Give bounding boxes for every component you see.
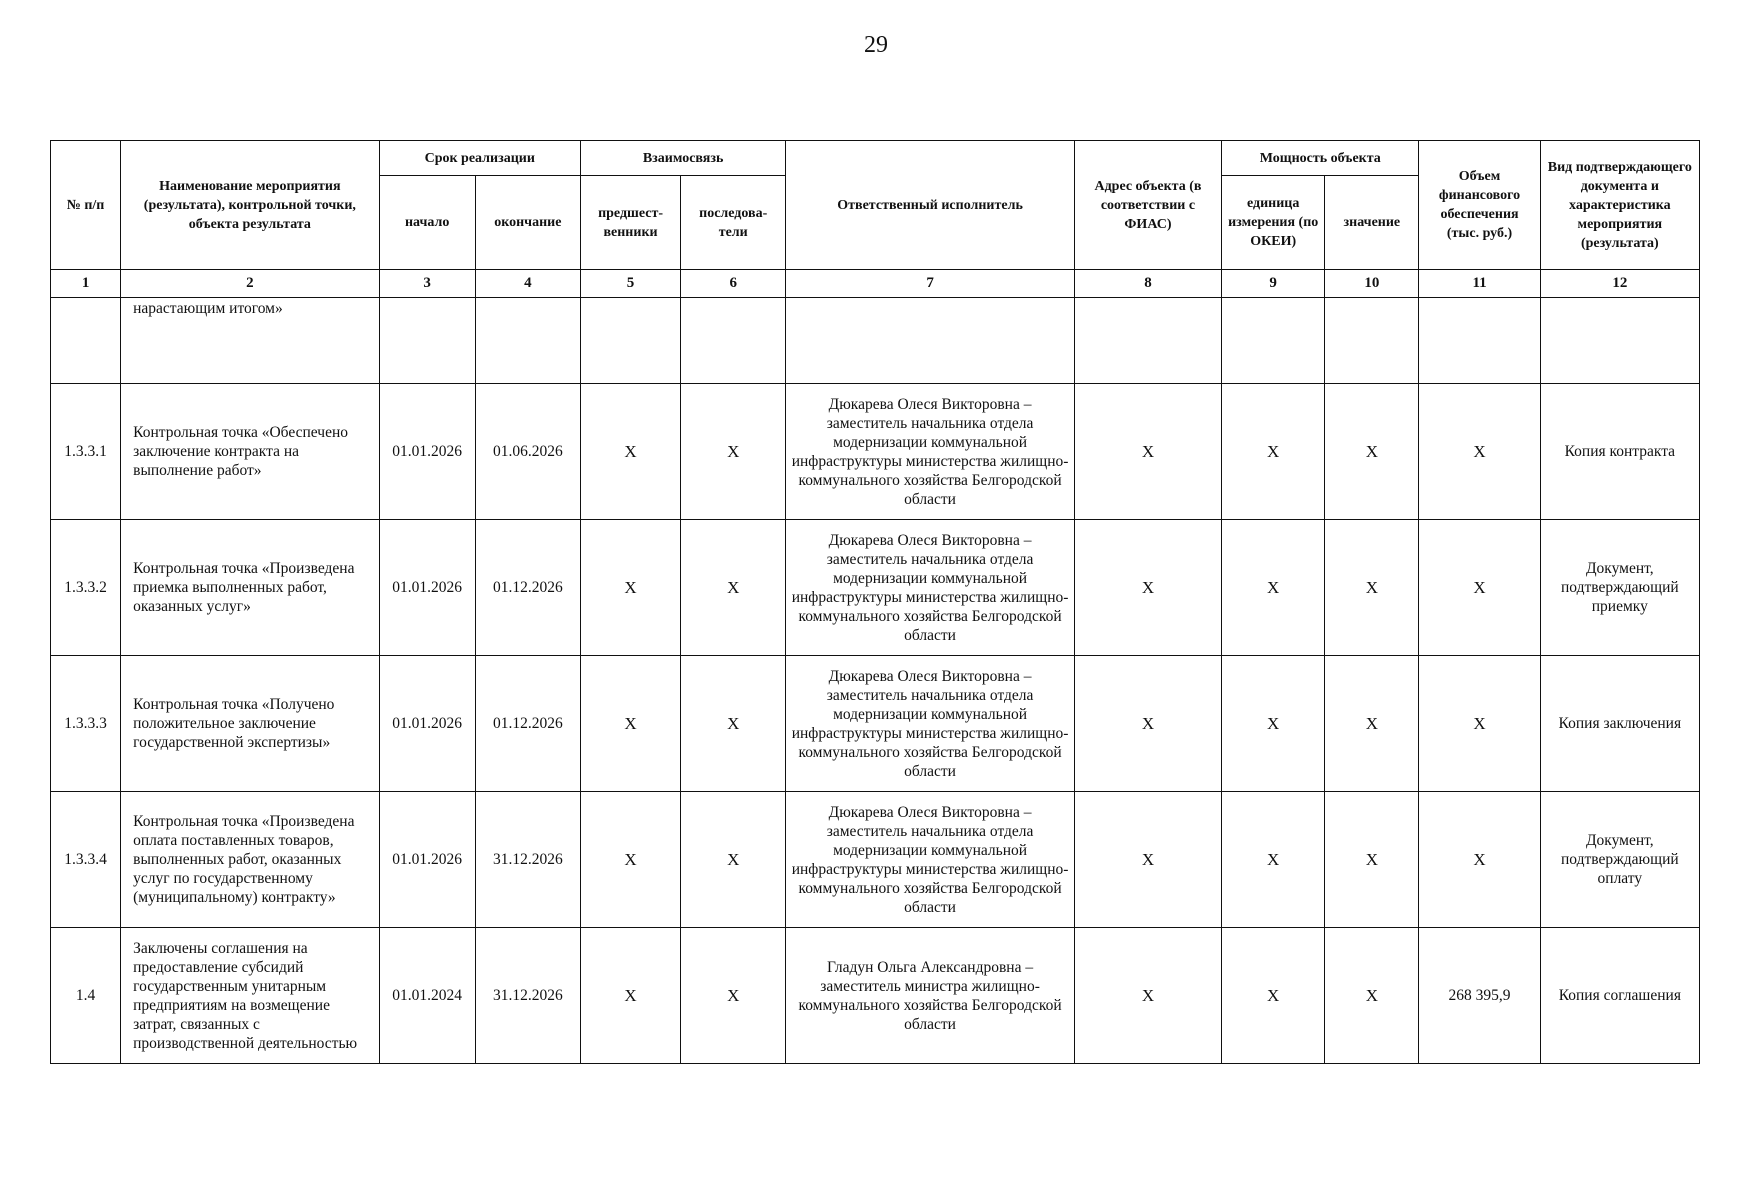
cell-end	[475, 298, 580, 384]
cell-doc	[1540, 298, 1699, 384]
header-end: окончание	[475, 176, 580, 270]
cell-end: 31.12.2026	[475, 928, 580, 1064]
table-row	[51, 384, 1700, 520]
header-address: Адрес объекта (в соответствии с ФИАС)	[1074, 141, 1221, 270]
cell-name: Заключены соглашения на предоставление субсидий государственным унитарным предприятиям на возмещение затрат, связанных с производственной деятельностью	[121, 928, 379, 1064]
cell-finance: X	[1419, 520, 1540, 656]
cell-address: X	[1074, 656, 1221, 792]
cell-doc: Копия заключения	[1540, 656, 1699, 792]
cell-value	[1325, 298, 1419, 384]
cell-predecessors: X	[580, 520, 680, 656]
cell-end: 31.12.2026	[475, 792, 580, 928]
cell-end: 01.06.2026	[475, 384, 580, 520]
column-number: 10	[1325, 270, 1419, 298]
cell-end: 01.12.2026	[475, 656, 580, 792]
cell-unit: X	[1222, 384, 1325, 520]
cell-successors	[681, 298, 786, 384]
cell-name: Контрольная точка «Произведена оплата поставленных товаров, выполненных работ, оказанных услуг по государственному (муниципальному) контракту»	[121, 792, 379, 928]
cell-finance: X	[1419, 656, 1540, 792]
cell-start: 01.01.2026	[379, 792, 475, 928]
header-value: значение	[1325, 176, 1419, 270]
cell-predecessors: X	[580, 792, 680, 928]
cell-address: X	[1074, 928, 1221, 1064]
cell-value: X	[1325, 792, 1419, 928]
cell-unit: X	[1222, 656, 1325, 792]
cell-name: нарастающим итогом»	[121, 298, 379, 384]
cell-doc: Документ, подтверждающий оплату	[1540, 792, 1699, 928]
cell-value: X	[1325, 656, 1419, 792]
header-successors: последова-тели	[681, 176, 786, 270]
cell-successors: X	[681, 520, 786, 656]
cell-start: 01.01.2026	[379, 384, 475, 520]
cell-value: X	[1325, 520, 1419, 656]
column-number: 11	[1419, 270, 1540, 298]
cell-value: X	[1325, 928, 1419, 1064]
cell-end: 01.12.2026	[475, 520, 580, 656]
cell-num: 1.3.3.3	[51, 656, 121, 792]
cell-executor: Дюкарева Олеся Викторовна – заместитель начальника отдела модернизации коммунальной инфраструктуры министерства жилищно-коммунального хозяйства Белгородской области	[786, 792, 1075, 928]
cell-num: 1.3.3.4	[51, 792, 121, 928]
cell-predecessors: X	[580, 656, 680, 792]
cell-unit: X	[1222, 928, 1325, 1064]
cell-predecessors	[580, 298, 680, 384]
cell-num: 1.3.3.2	[51, 520, 121, 656]
column-number: 6	[681, 270, 786, 298]
column-number: 1	[51, 270, 121, 298]
cell-successors: X	[681, 656, 786, 792]
column-number: 5	[580, 270, 680, 298]
cell-predecessors: X	[580, 384, 680, 520]
cell-value: X	[1325, 384, 1419, 520]
header-unit: единица измерения (по ОКЕИ)	[1222, 176, 1325, 270]
cell-address: X	[1074, 520, 1221, 656]
cell-start: 01.01.2026	[379, 656, 475, 792]
cell-finance: X	[1419, 384, 1540, 520]
cell-start	[379, 298, 475, 384]
cell-num: 1.3.3.1	[51, 384, 121, 520]
cell-name: Контрольная точка «Обеспечено заключение контракта на выполнение работ»	[121, 384, 379, 520]
cell-unit: X	[1222, 520, 1325, 656]
header-executor: Ответственный исполнитель	[786, 141, 1075, 270]
cell-finance: X	[1419, 792, 1540, 928]
cell-doc: Документ, подтверждающий приемку	[1540, 520, 1699, 656]
cell-successors: X	[681, 792, 786, 928]
cell-doc: Копия соглашения	[1540, 928, 1699, 1064]
cell-address: X	[1074, 384, 1221, 520]
column-number: 3	[379, 270, 475, 298]
header-num: № п/п	[51, 141, 121, 270]
cell-successors: X	[681, 384, 786, 520]
cell-address: X	[1074, 792, 1221, 928]
cell-unit	[1222, 298, 1325, 384]
header-capacity: Мощность объекта	[1222, 141, 1419, 176]
cell-unit: X	[1222, 792, 1325, 928]
table-row	[51, 928, 1700, 1064]
cell-executor: Гладун Ольга Александровна – заместитель министра жилищно-коммунального хозяйства Белгородской области	[786, 928, 1075, 1064]
cell-num	[51, 298, 121, 384]
header-doc-type: Вид подтверждающего документа и характеристика мероприятия (результата)	[1540, 141, 1699, 270]
cell-executor: Дюкарева Олеся Викторовна – заместитель начальника отдела модернизации коммунальной инфраструктуры министерства жилищно-коммунального хозяйства Белгородской области	[786, 520, 1075, 656]
cell-successors: X	[681, 928, 786, 1064]
cell-name: Контрольная точка «Произведена приемка выполненных работ, оказанных услуг»	[121, 520, 379, 656]
cell-executor: Дюкарева Олеся Викторовна – заместитель начальника отдела модернизации коммунальной инфраструктуры министерства жилищно-коммунального хозяйства Белгородской области	[786, 384, 1075, 520]
cell-start: 01.01.2026	[379, 520, 475, 656]
header-link: Взаимосвязь	[580, 141, 785, 176]
cell-name: Контрольная точка «Получено положительное заключение государственной экспертизы»	[121, 656, 379, 792]
column-number: 2	[121, 270, 379, 298]
column-number: 8	[1074, 270, 1221, 298]
column-number: 12	[1540, 270, 1699, 298]
column-number: 7	[786, 270, 1075, 298]
column-number-row	[51, 270, 1700, 298]
header-period: Срок реализации	[379, 141, 580, 176]
table-row-continuation	[51, 298, 1700, 384]
cell-finance: 268 395,9	[1419, 928, 1540, 1064]
header-start: начало	[379, 176, 475, 270]
cell-executor	[786, 298, 1075, 384]
table-row	[51, 792, 1700, 928]
cell-start: 01.01.2024	[379, 928, 475, 1064]
header-finance: Объем финансового обеспечения (тыс. руб.)	[1419, 141, 1540, 270]
page-number: 29	[864, 32, 888, 58]
cell-executor: Дюкарева Олеся Викторовна – заместитель начальника отдела модернизации коммунальной инфраструктуры министерства жилищно-коммунального хозяйства Белгородской области	[786, 656, 1075, 792]
cell-address	[1074, 298, 1221, 384]
table-row	[51, 656, 1700, 792]
column-number: 9	[1222, 270, 1325, 298]
table-row	[51, 520, 1700, 656]
cell-predecessors: X	[580, 928, 680, 1064]
cell-num: 1.4	[51, 928, 121, 1064]
cell-doc: Копия контракта	[1540, 384, 1699, 520]
header-predecessors: предшест-венники	[580, 176, 680, 270]
cell-finance	[1419, 298, 1540, 384]
plan-table	[50, 140, 1700, 1064]
column-number: 4	[475, 270, 580, 298]
header-name: Наименование мероприятия (результата), контрольной точки, объекта результата	[121, 141, 379, 270]
